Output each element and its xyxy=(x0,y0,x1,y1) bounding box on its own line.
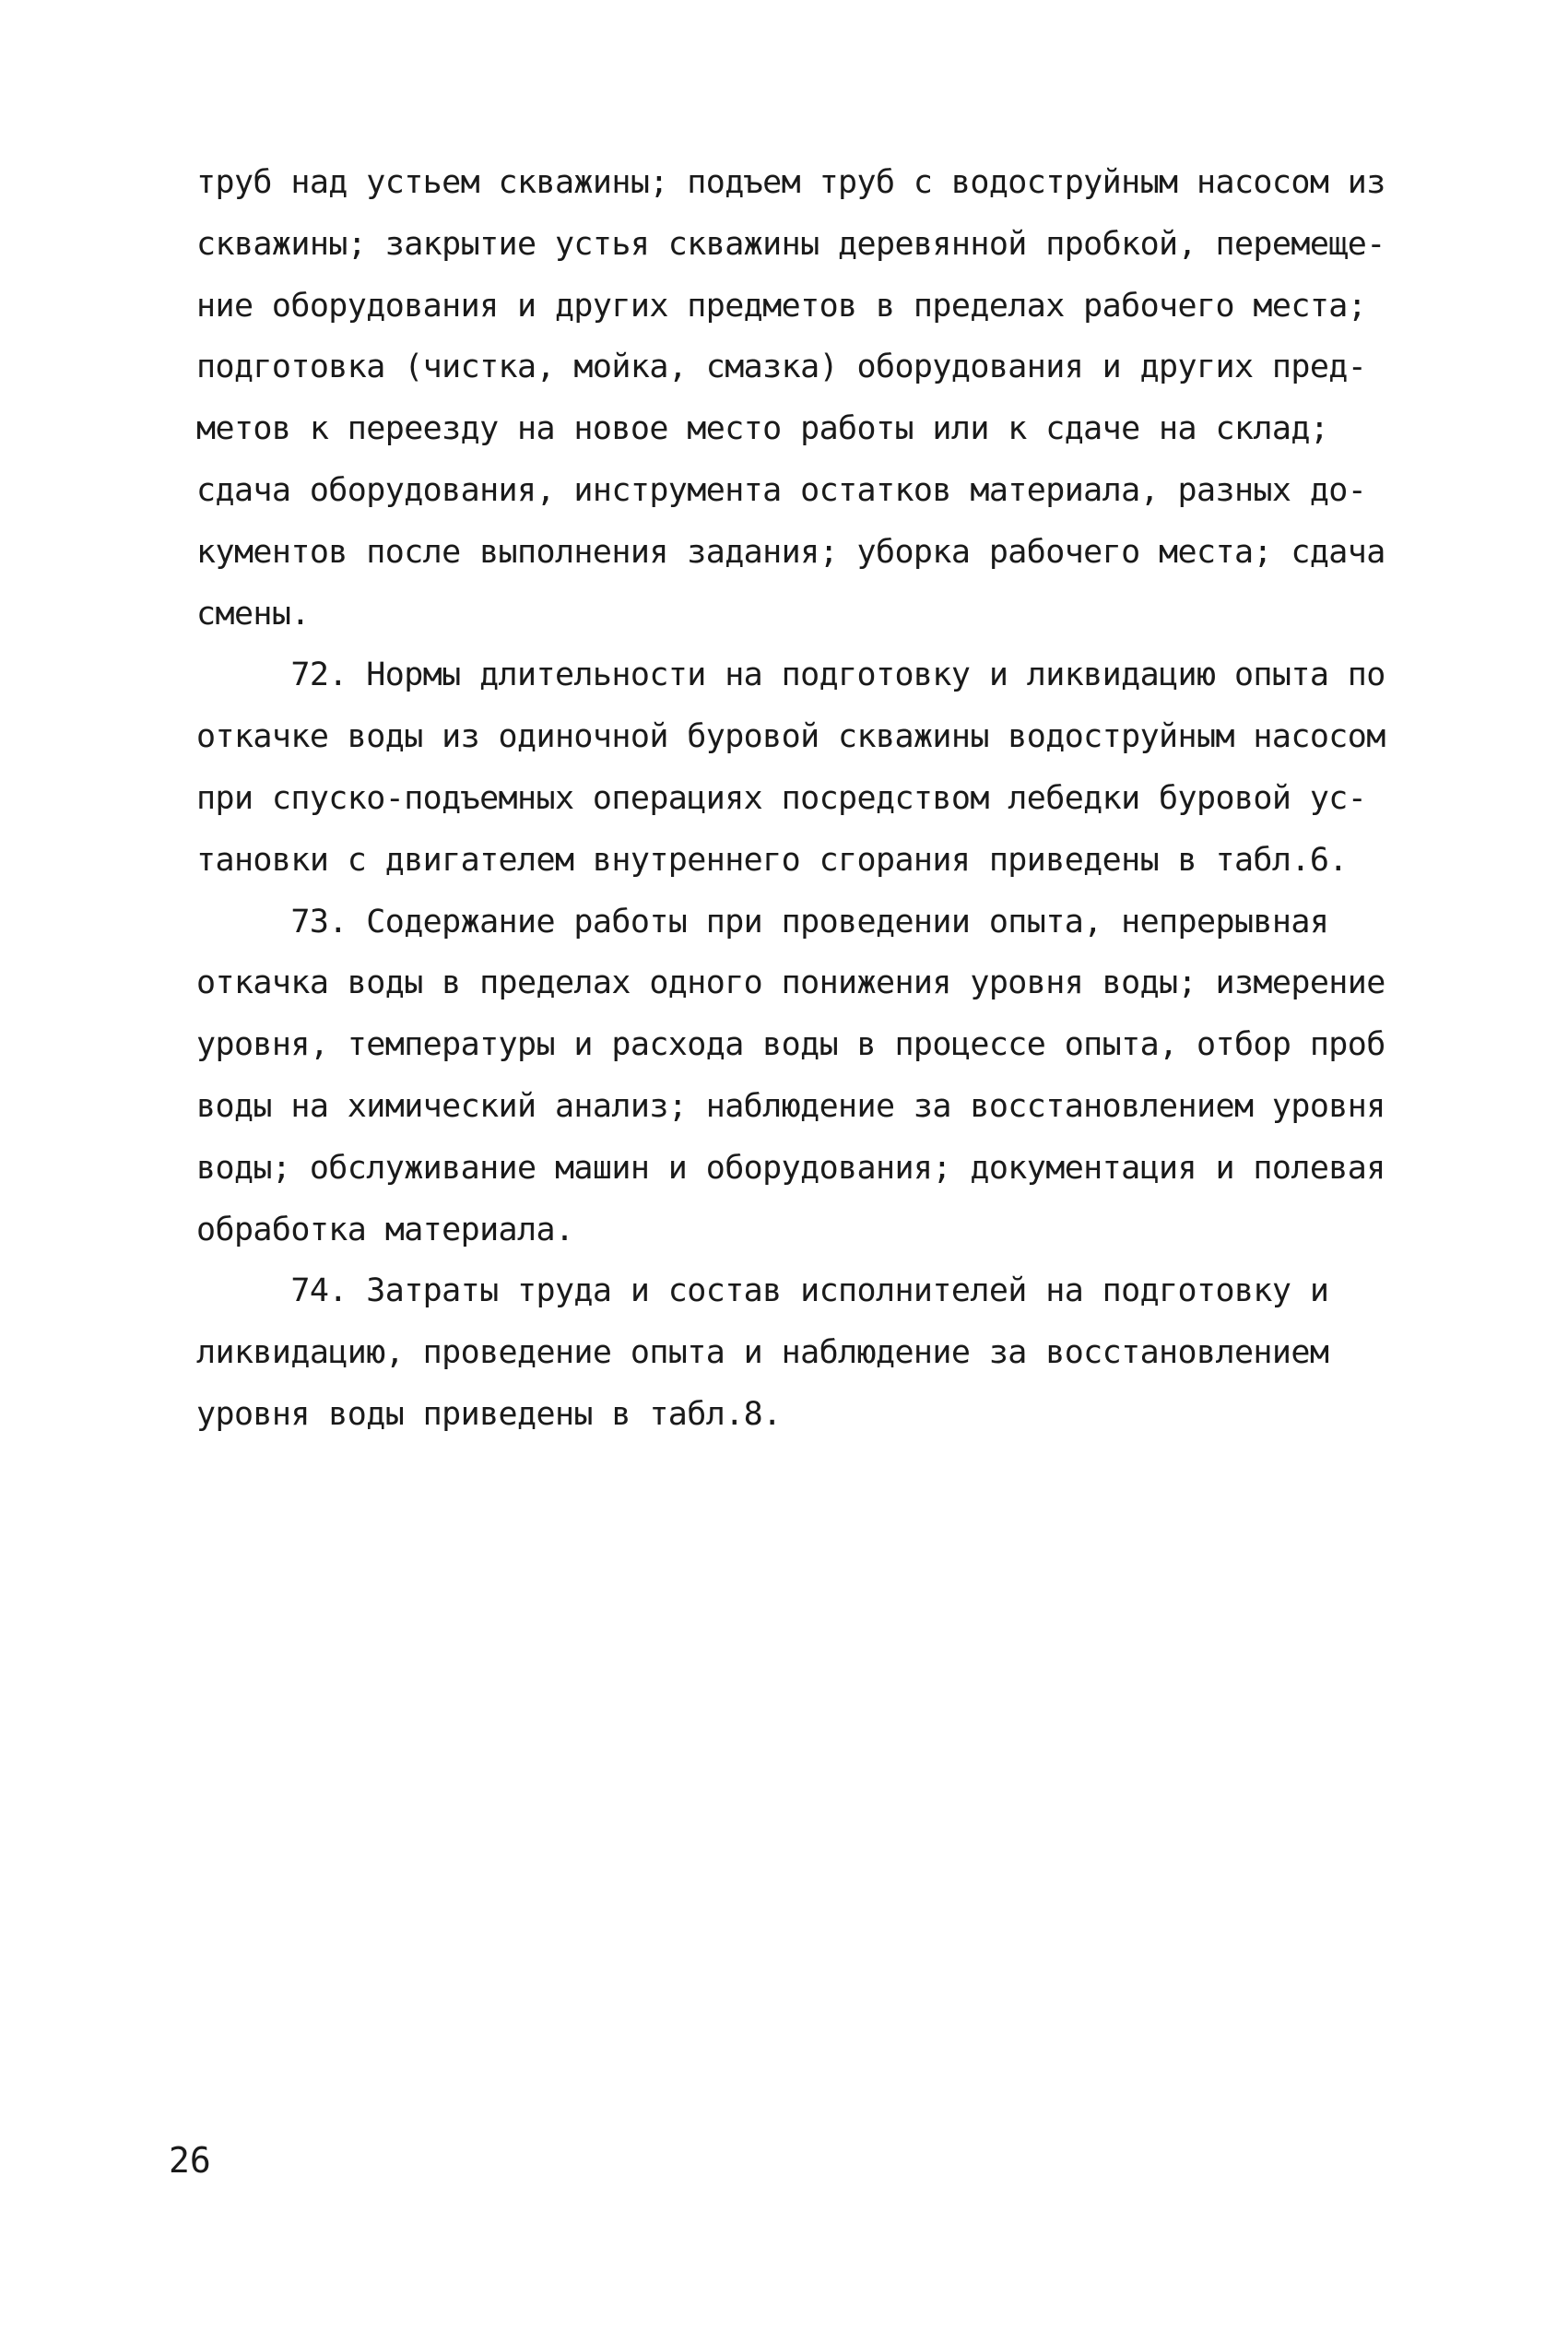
text-line: труб над устьем скважины; подъем труб с водоструйным насосом из xyxy=(196,164,1385,201)
text-line: тановки с двигателем внутреннего сгорания приведены в табл.6. xyxy=(196,841,1348,879)
text-line: уровня воды приведены в табл.8. xyxy=(196,1395,782,1433)
text-line: воды на химический анализ; наблюдение за восстановлением уровня xyxy=(196,1087,1385,1125)
text-line: сдача оборудования, инструмента остатков материала, разных до- xyxy=(196,471,1367,509)
text-line: скважины; закрытие устья скважины деревянной пробкой, перемеще- xyxy=(196,225,1385,263)
text-line: ликвидацию, проведение опыта и наблюдение за восстановлением xyxy=(196,1334,1329,1372)
text-line: ние оборудования и других предметов в пределах рабочего места; xyxy=(196,287,1367,325)
text-line: метов к переезду на новое место работы или к сдаче на склад; xyxy=(196,410,1329,448)
text-line: кументов после выполнения задания; уборка рабочего места; сдача xyxy=(196,533,1385,571)
text-line: при спуско-подъемных операциях посредством лебедки буровой ус- xyxy=(196,779,1367,817)
text-line: откачка воды в пределах одного понижения уровня воды; измерение xyxy=(196,964,1385,1002)
text-line: воды; обслуживание машин и оборудования; документация и полевая xyxy=(196,1149,1385,1187)
paragraph-73-start: 73. Содержание работы при проведении опыта, непрерывная xyxy=(196,903,1329,940)
text-line: подготовка (чистка, мойка, смазка) оборудования и других пред- xyxy=(196,349,1367,386)
body-text xyxy=(196,152,1413,1446)
paragraph-74-start: 74. Затраты труда и состав исполнителей на подготовку и xyxy=(196,1272,1329,1310)
paragraph-72-start: 72. Нормы длительности на подготовку и ликвидацию опыта по xyxy=(196,656,1385,694)
text-line: смены. xyxy=(196,595,310,633)
text-line: уровня, температуры и расхода воды в процессе опыта, отбор проб xyxy=(196,1026,1385,1064)
page-number: 26 xyxy=(169,2140,211,2181)
text-line: откачке воды из одиночной буровой скважины водоструйным насосом xyxy=(196,718,1385,756)
text-line: обработка материала. xyxy=(196,1211,574,1248)
